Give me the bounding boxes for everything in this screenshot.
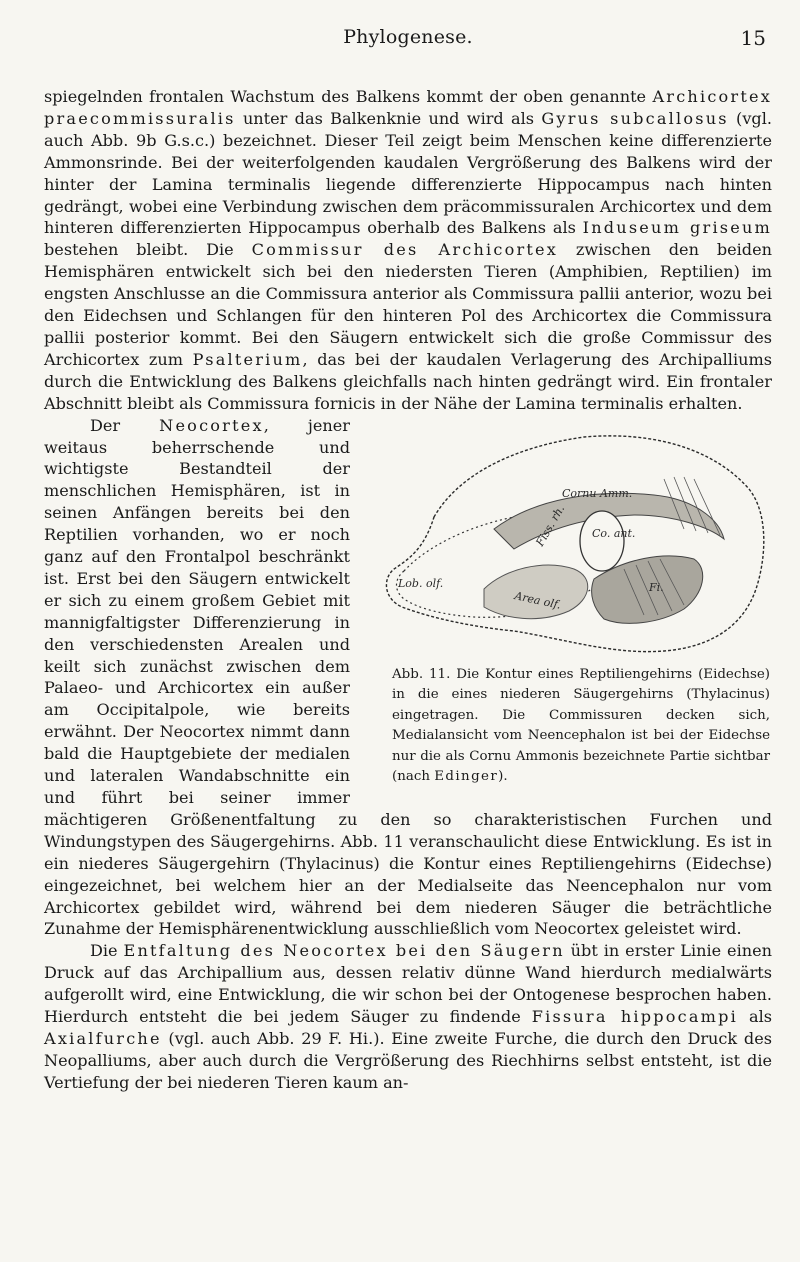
text-run: als	[737, 1007, 772, 1027]
paragraph-archicortex	[44, 86, 772, 415]
label-area-olf: Area olf.	[513, 588, 563, 612]
text-run: zwischen den beiden Hemisphären entwickelt sich bei den niedersten Tieren (Amphibien, Reptilien) im engsten Anschlusse an die Commissura anterior als Commissura pallii anterior, wozu bei den Eidechsen und Schlangen für den hinteren Pol des Archicortex die Commissura pallii posterior kommt. Bei den Säugern entwickelt sich die große Commissur des Archicortex zum	[44, 240, 772, 369]
area-olfactoria-region	[484, 565, 588, 619]
text-run: bestehen bleibt. Die	[44, 240, 252, 260]
body-text	[44, 86, 772, 1094]
text-run: spiegelnden frontalen Wachstum des Balkens kommt der oben genannte	[44, 87, 653, 106]
label-lob-olf: Lob. olf.	[398, 576, 444, 590]
spaced-term: Induseum griseum	[582, 218, 773, 238]
page-header	[44, 26, 772, 56]
spaced-term: Commissur des Archicortex	[251, 240, 559, 260]
mammal-brain-outline	[386, 435, 763, 651]
spaced-term: Archicortex praecommissuralis	[44, 87, 772, 128]
spaced-term: Entfaltung des Neocortex bei den Säugern	[123, 941, 565, 961]
text-run: ).	[498, 769, 508, 785]
text-run: unter das Balkenknie und wird als	[235, 108, 542, 128]
running-head: Phylogenese.	[343, 26, 473, 48]
commissura-anterior-oval	[580, 511, 624, 571]
text-run: , das bei der kaudalen Verlagerung des Archipalliums durch die Entwicklung des Balkens gleichfalls nach hinten gedrängt wird. Ein frontaler Abschnitt bleibt als Commissura fornicis in der Nähe der Lamina terminalis erhalten.	[44, 349, 772, 413]
label-fi: Fi.	[649, 580, 664, 594]
text-run: übt in erster Linie einen Druck auf das Archipallium aus, dessen relativ dünne Wand hierdurch medialwärts aufgerollt wird, eine Entwicklung, die wir schon bei der Ontogenese besprochen haben. Hierdurch entsteht die bei jedem Säuger zu findende	[44, 941, 772, 1027]
spaced-term: Psalterium	[192, 349, 303, 369]
spaced-term: Axialfurche	[44, 1028, 162, 1048]
text-run: (vgl. auch Abb. 29 F. Hi.). Eine zweite Furche, die durch den Druck des Neopalliums, aber auch durch die Vergrößerung des Riechhirns selbst entsteht, ist die Vertiefung der bei niederen Tieren kaum an-	[44, 1028, 772, 1092]
label-fiss-rh: Fiss. rh.	[533, 502, 568, 549]
figure-abb-11	[364, 419, 782, 788]
figure-caption	[392, 665, 770, 788]
spaced-term: Edinger	[434, 769, 499, 785]
text-run: (vgl. auch Abb. 9b G.s.c.) bezeichnet. Dieser Teil zeigt beim Menschen keine differenzierte Ammonsrinde. Bei der weiterfolgenden kaudalen Vergrößerung des Balkens wird der hinter der Lamina terminalis liegende differenzierte Hippocampus nach hinten gedrängt, wobei eine Verbindung zwischen dem präcommissuralen Archicortex und dem hinteren differenzierten Hippocampus oberhalb des Balkens als	[44, 108, 772, 238]
spaced-term: Gyrus subcallosus	[541, 108, 729, 128]
label-cornu-amm: Cornu Amm.	[562, 486, 633, 500]
paragraph-entfaltung	[44, 940, 772, 1093]
brain-outline-figure	[364, 419, 782, 659]
text-run: Abb. 11. Die Kontur eines Reptiliengehirns (Eidechse) in die eines niederen Säugergehirns (Thylacinus) eingetragen. Die Commissuren decken sich, Medialansicht vom Neencephalon ist bei der Eidechse nur die als Cornu Ammonis bezeichnete Partie sichtbar (nach	[392, 666, 770, 785]
spaced-term: Fissura hippocampi	[531, 1007, 738, 1027]
label-co-ant: Co. ant.	[592, 526, 636, 540]
text-run: , jener weitaus beherrschende und wichtigste Bestandteil der menschlichen Hemisphären, ist in seinen Anfängen bereits bei den Reptilien vorhanden, wo er noch ganz auf den Frontalpol beschränkt ist. Erst bei den Säugern entwickelt er sich zu einem großem Gebiet mit mannigfaltigster Differenzierung in den verschiedensten Arealen und keilt sich zunächst zwischen dem Palaeo- und Archicortex ein außer am Occipitalpole, wie bereits erwähnt. Der Neocortex nimmt dann bald die Hauptgebiete der medialen und lateralen Wandabschnitte ein und führt bei seiner immer mächtigeren Größenentfaltung zu den so charakteristischen Furchen und Windungstypen des Säugergehirns. Abb. 11 veranschaulicht diese Entwicklung. Es ist in ein niederes Säugergehirn (Thylacinus) die Kontur eines Reptiliengehirns (Eidechse) eingezeichnet, bei welchem hier an der Medialseite das Neencephalon nur vom Archicortex gebildet wird, während bei dem niederen Säuger die beträchtliche Zunahme der Hemisphärenentwicklung ausschließlich vom Neocortex geleistet wird.	[44, 415, 772, 939]
text-run: Die	[90, 941, 124, 961]
page-number: 15	[740, 26, 766, 50]
text-run: Der	[90, 415, 160, 435]
spaced-term: Neocortex	[159, 415, 264, 435]
